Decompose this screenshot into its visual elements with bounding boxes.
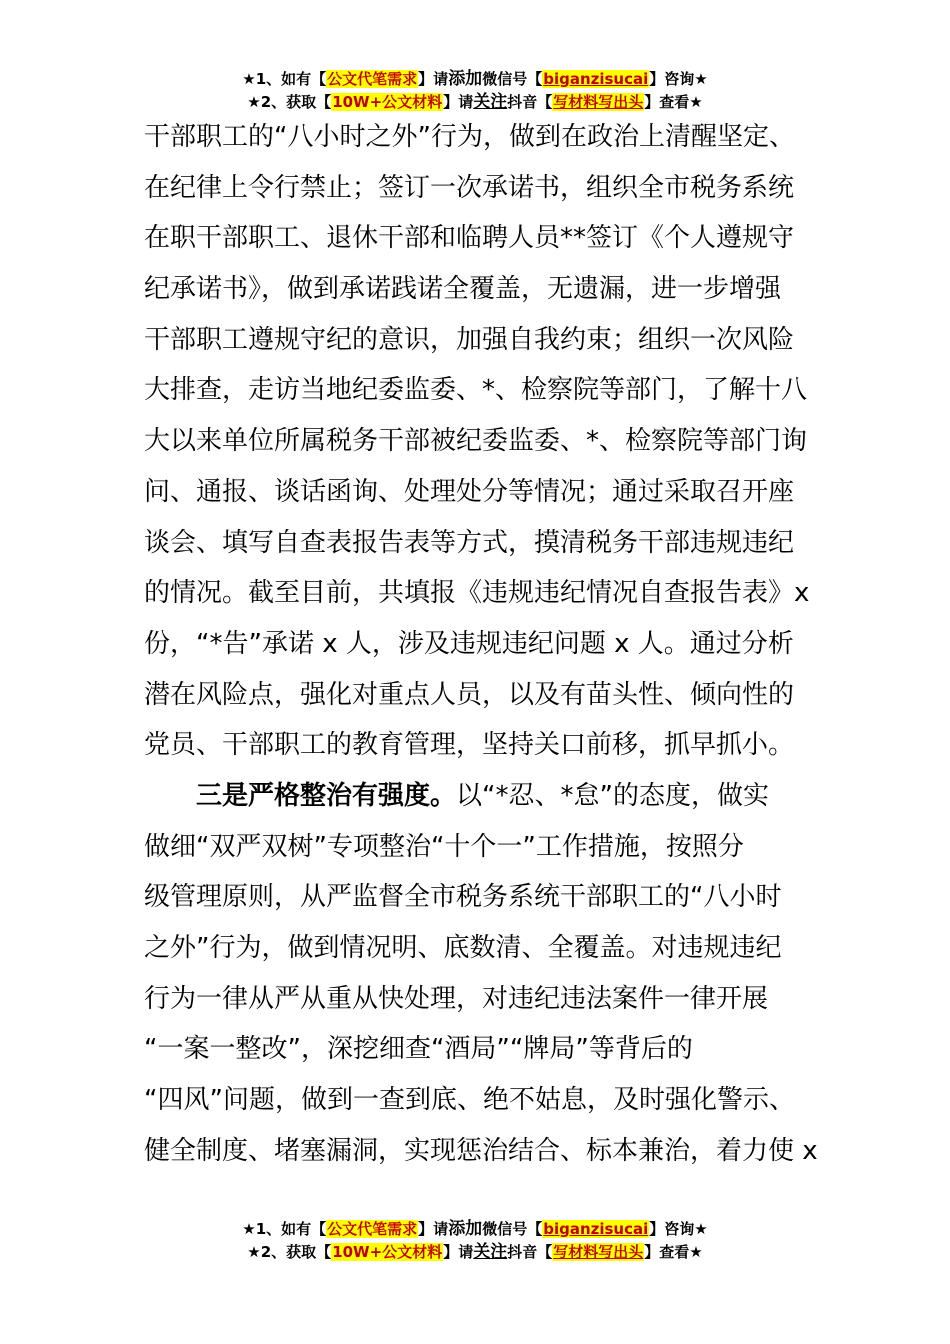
wechat-id-link[interactable]: biganzisucai [543, 70, 649, 88]
banner-highlight: 公文代笔需求 [327, 1220, 418, 1238]
banner-emphasis: 添加 [448, 69, 483, 89]
text-line: 以“*忍、*怠”的态度，做实 [456, 780, 769, 811]
text-line: “四风”问题，做到一查到底、绝不姑息，及时强化警示、 [144, 1085, 795, 1116]
banner-text: 微信号【 [482, 70, 543, 88]
text-line: 问、通报、谈话函询、处理处分等情况；通过采取召开座 [144, 476, 795, 507]
banner-text: 抖音【 [507, 93, 553, 111]
banner-text: ★1、如有【 [242, 70, 327, 88]
text-line: 大以来单位所属税务干部被纪委监委、*、检察院等部门询 [144, 426, 808, 457]
text-line: 干部职工遵规守纪的意识，加强自我约束；组织一次风险 [144, 324, 795, 355]
banner-highlight: 10W+公文材料 [332, 93, 443, 111]
footer-banner [0, 1218, 950, 1264]
paragraph-lead-line [144, 771, 806, 822]
banner-text: 抖音【 [507, 1243, 553, 1261]
wechat-id-link[interactable]: biganzisucai [543, 1220, 649, 1238]
banner-text: 】请 [443, 93, 474, 111]
banner-text: 】请 [418, 1220, 449, 1238]
banner-text: 微信号【 [482, 1220, 543, 1238]
banner-line-2 [0, 91, 950, 114]
banner-line-2 [0, 1241, 950, 1264]
banner-text: 】请 [443, 1243, 474, 1261]
banner-text: ★2、获取【 [247, 93, 332, 111]
banner-text: ★2、获取【 [247, 1243, 332, 1261]
text-line: “一案一整改”，深挖细查“酒局”“牌局”等背后的 [144, 1034, 693, 1065]
text-line: 级管理原则，从严监督全市税务系统干部职工的“八小时 [144, 882, 782, 913]
banner-text: 】咨询★ [649, 1220, 708, 1238]
text-line: 干部职工的“八小时之外”行为，做到在政治上清醒坚定、 [144, 122, 795, 152]
section-heading: 三是严格整治有强度。 [196, 780, 457, 811]
document-body [144, 112, 818, 1176]
banner-text: 】请 [418, 70, 449, 88]
text-line: 谈会、填写自查表报告表等方式，摸清税务干部违规违纪 [144, 527, 795, 558]
text-line: 之外”行为，做到情况明、底数清、全覆盖。对违规违纪 [144, 933, 782, 963]
header-banner [0, 68, 950, 114]
text-line: 行为一律从严从重从快处理，对违纪违法案件一律开展 [144, 983, 769, 1014]
text-line: 纪承诺书》，做到承诺践诺全覆盖，无遗漏，进一步增强 [144, 274, 782, 305]
banner-text: 】查看★ [644, 1243, 703, 1261]
banner-emphasis: 关注 [473, 1242, 508, 1262]
text-line: 大排查，走访当地纪委监委、*、检察院等部门，了解十八 [144, 375, 808, 406]
text-line: 的情况。截至目前，共填报《违规违纪情况自查报告表》x [144, 578, 810, 609]
text-line: 在纪律上令行禁止；签订一次承诺书，组织全市税务系统 [144, 172, 795, 203]
banner-emphasis: 关注 [473, 92, 508, 112]
text-line: 潜在风险点，强化对重点人员，以及有苗头性、倾向性的 [144, 679, 795, 710]
banner-highlight: 10W+公文材料 [332, 1243, 443, 1261]
text-line: 健全制度、堵塞漏洞，实现惩治结合、标本兼治，着力使 x [144, 1135, 818, 1166]
text-line: 党员、干部职工的教育管理，坚持关口前移，抓早抓小。 [144, 730, 795, 761]
banner-text: 】咨询★ [649, 70, 708, 88]
banner-emphasis: 添加 [448, 1219, 483, 1239]
banner-line-1 [0, 1218, 950, 1241]
text-line: 份，“*告”承诺 x 人，涉及违规违纪问题 x 人。通过分析 [144, 628, 794, 659]
banner-line-1 [0, 68, 950, 91]
douyin-account-link[interactable]: 写材料写出头 [553, 93, 644, 111]
banner-highlight: 公文代笔需求 [327, 70, 418, 88]
text-line: 做细“双严双树”专项整治“十个一”工作措施，按照分 [144, 831, 744, 862]
banner-text: ★1、如有【 [242, 1220, 327, 1238]
banner-text: 】查看★ [644, 93, 703, 111]
douyin-account-link[interactable]: 写材料写出头 [553, 1243, 644, 1261]
text-line: 在职干部职工、退休干部和临聘人员**签订《个人遵规守 [144, 223, 795, 254]
